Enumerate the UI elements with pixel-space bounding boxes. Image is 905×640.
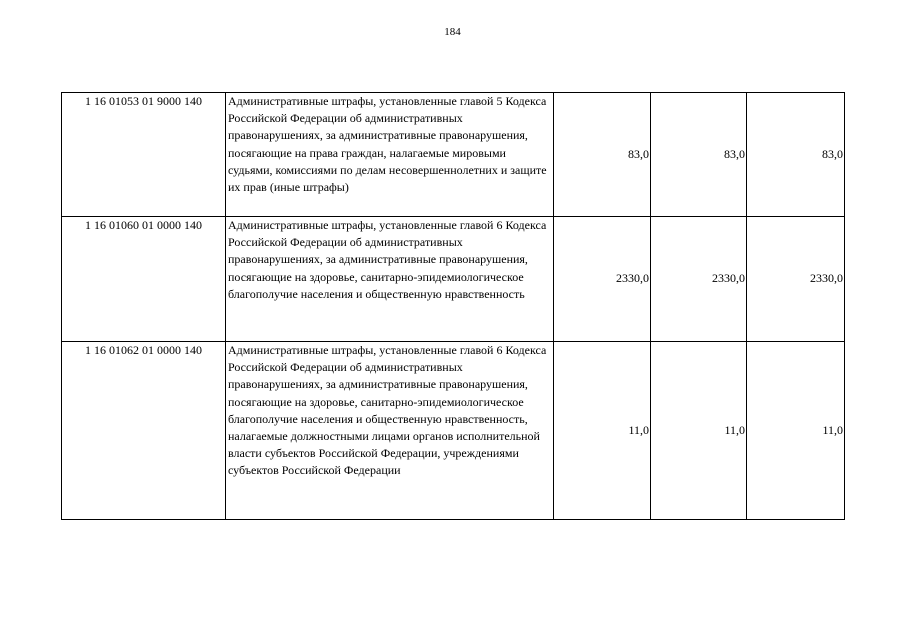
amount-year-3: 2330,0: [747, 217, 845, 342]
amount-year-1: 2330,0: [554, 217, 651, 342]
amount-year-1: 11,0: [554, 342, 651, 520]
table-row: [62, 342, 845, 520]
classification-code: 1 16 01062 01 0000 140: [62, 342, 226, 520]
table-row: [62, 93, 845, 217]
classification-code: 1 16 01060 01 0000 140: [62, 217, 226, 342]
revenue-name: Административные штрафы, установленные главой 6 Кодекса Российской Федерации об административных правонарушениях, за административные правонарушения, посягающие на здоровье, санитарно-эпидемиологическое благополучие населения и общественную нравственность: [226, 217, 554, 342]
amount-year-1: 83,0: [554, 93, 651, 217]
revenue-name: Административные штрафы, установленные главой 5 Кодекса Российской Федерации об административных правонарушениях, за административные правонарушения, посягающие на права граждан, налагаемые мировыми судьями, комиссиями по делам несовершеннолетних и защите их прав (иные штрафы): [226, 93, 554, 217]
amount-year-2: 2330,0: [651, 217, 747, 342]
amount-year-3: 83,0: [747, 93, 845, 217]
amount-year-3: 11,0: [747, 342, 845, 520]
table-row: [62, 217, 845, 342]
page-number: 184: [444, 26, 461, 38]
budget-table: [61, 92, 845, 520]
amount-year-2: 11,0: [651, 342, 747, 520]
amount-year-2: 83,0: [651, 93, 747, 217]
revenue-name: Административные штрафы, установленные главой 6 Кодекса Российской Федерации об административных правонарушениях, за административные правонарушения, посягающие на здоровье, санитарно-эпидемиологическое благополучие населения и общественную нравственность, налагаемые должностными лицами органов исполнительной власти субъектов Российской Федерации, учреждениями субъектов Российской Федерации: [226, 342, 554, 520]
classification-code: 1 16 01053 01 9000 140: [62, 93, 226, 217]
